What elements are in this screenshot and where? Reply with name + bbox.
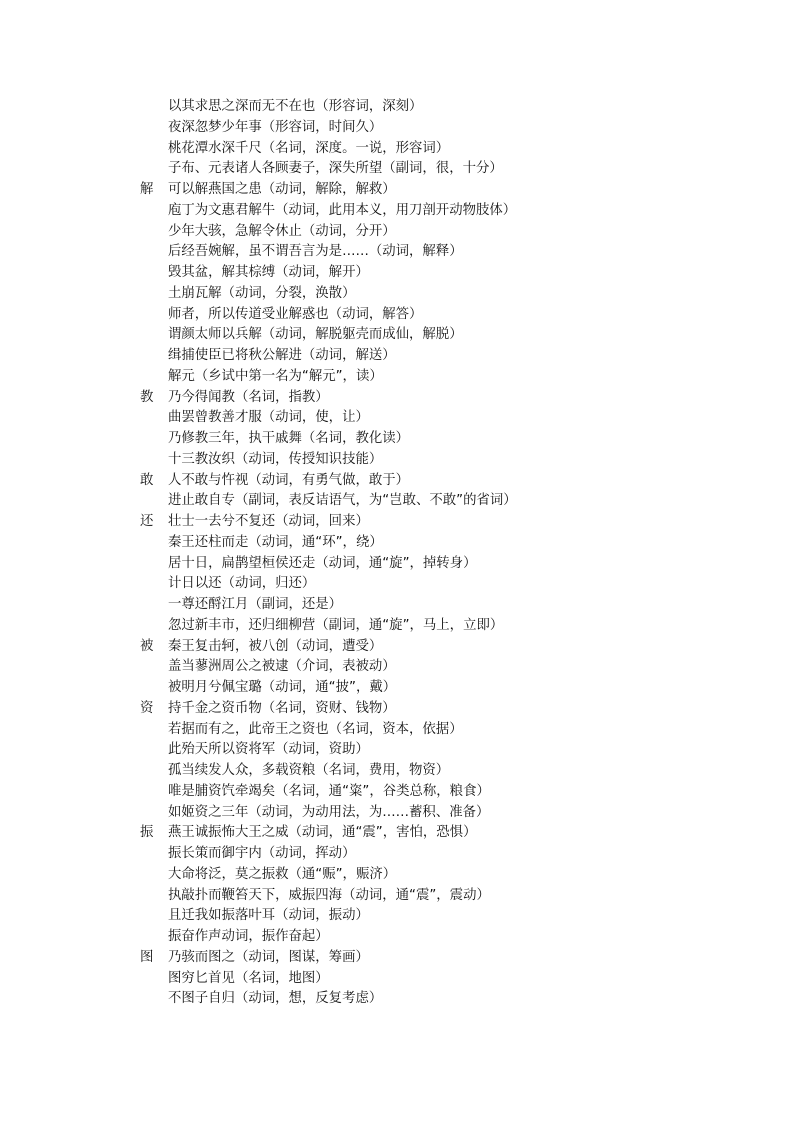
text-line [140, 408, 780, 429]
example-text: 少年大骇，急解令休止（动词，分开） [168, 223, 396, 239]
text-line [140, 969, 780, 990]
text-line [140, 118, 780, 139]
entry-list [140, 97, 780, 1010]
text-line [140, 305, 780, 326]
example-text: 被明月兮佩宝璐（动词，通“披”，戴） [168, 680, 397, 695]
example-text: 秦王复击轲，被八创（动词，遭受） [168, 638, 383, 654]
example-text: 桃花潭水深千尺（名词，深度。一说，形容词） [168, 140, 450, 156]
text-line [140, 533, 780, 554]
headword: 解 [140, 182, 154, 197]
text-line [140, 491, 780, 512]
example-text: 乃骇而图之（动词，图谋，筹画） [168, 949, 369, 965]
text-line [140, 388, 780, 409]
example-text: 乃今得闻教（名词，指教） [168, 389, 329, 405]
example-text: 缉捕使臣已将秋公解进（动词，解送） [168, 348, 396, 363]
text-line [140, 222, 780, 243]
example-text: 大命将泛，莫之振救（通“赈”，赈济） [168, 866, 397, 882]
headword: 被 [140, 638, 154, 654]
headword: 教 [140, 389, 154, 405]
example-text: 人不敢与忤视（动词，有勇气做，敢于） [168, 472, 410, 488]
text-line [140, 367, 780, 388]
example-text: 持千金之资币物（名词，资财、钱物） [168, 700, 396, 716]
text-line [140, 823, 780, 844]
text-line [140, 740, 780, 761]
text-line [140, 720, 780, 741]
text-line [140, 139, 780, 160]
text-line [140, 657, 780, 678]
example-text: 夜深忽梦少年事（形容词，时间久） [168, 119, 383, 135]
example-text: 解元（乡试中第一名为“解元”，读） [168, 368, 383, 384]
example-text: 壮士一去兮不复还（动词，回来） [168, 514, 369, 529]
headword: 图 [140, 949, 154, 965]
example-text: 振长策而御宇内（动词，挥动） [168, 846, 356, 861]
text-line [140, 159, 780, 180]
text-line [140, 284, 780, 305]
text-line [140, 761, 780, 782]
example-text: 此殆天所以资将军（动词，资助） [168, 742, 369, 758]
text-line [140, 989, 780, 1010]
example-text: 十三教汝织（动词，传授知识技能） [168, 451, 383, 467]
text-line [140, 906, 780, 927]
text-line [140, 325, 780, 346]
example-text: 若据而有之，此帝王之资也（名词，资本，依据） [168, 721, 463, 737]
headword: 还 [140, 514, 154, 529]
example-text: 秦王还柱而走（动词，通“环”，绕） [168, 534, 383, 550]
example-text: 庖丁为文惠君解牛（动词，此用本义，用刀剖开动物肢体） [168, 202, 517, 218]
text-line [140, 699, 780, 720]
text-line [140, 554, 780, 575]
text-line [140, 512, 780, 533]
example-text: 以其求思之深而无不在也（形容词，深刻） [168, 99, 423, 114]
text-line [140, 97, 780, 118]
text-line [140, 263, 780, 284]
text-line [140, 429, 780, 450]
example-text: 师者，所以传道受业解惑也（动词，解答） [168, 306, 423, 322]
text-line [140, 346, 780, 367]
text-line [140, 678, 780, 699]
example-text: 图穷匕首见（名词，地图） [168, 970, 329, 986]
text-line [140, 865, 780, 886]
example-text: 曲罢曾教善才服（动词，使，让） [168, 410, 369, 426]
example-text: 谓颜太师以兵解（动词，解脱躯壳而成仙，解脱） [168, 327, 463, 343]
example-text: 且迁我如振落叶耳（动词，振动） [168, 908, 369, 924]
text-line [140, 616, 780, 637]
example-text: 如姬资之三年（动词，为动用法，为……蓄积、准备） [168, 804, 490, 820]
example-text: 子布、元表诸人各顾妻子，深失所望（副词，很，十分） [168, 161, 503, 177]
text-line [140, 242, 780, 263]
example-text: 孤当续发人众，多载资粮（名词，费用，物资） [168, 763, 450, 778]
text-line [140, 201, 780, 222]
headword: 资 [140, 700, 154, 716]
example-text: 唯是脯资饩牵竭矣（名词，通“粢”，谷类总称，粮食） [168, 783, 490, 799]
headword: 振 [140, 825, 154, 841]
text-line [140, 844, 780, 865]
example-text: 振奋作声动词，振作奋起） [168, 929, 329, 944]
text-line [140, 948, 780, 969]
example-text: 忽过新丰市，还归细柳营（副词，通“旋”，马上，立即） [168, 617, 504, 633]
example-text: 乃修教三年，执干戚舞（名词，教化读） [168, 431, 410, 446]
example-text: 执敲扑而鞭笞天下，威振四海（动词，通“震”，震动） [168, 887, 490, 903]
example-text: 土崩瓦解（动词，分裂，涣散） [168, 285, 356, 301]
example-text: 不图子自归（动词，想，反复考虑） [168, 991, 383, 1007]
example-text: 计日以还（动词，归还） [168, 576, 316, 592]
text-line [140, 450, 780, 471]
example-text: 盖当蓼洲周公之被逮（介词，表被动） [168, 659, 396, 675]
example-text: 可以解燕国之患（动词，解除，解救） [168, 182, 396, 197]
text-line [140, 637, 780, 658]
text-line [140, 595, 780, 616]
example-text: 一尊还酹江月（副词，还是） [168, 597, 343, 612]
example-text: 后经吾婉解，虽不谓吾言为是……（动词，解释） [168, 244, 463, 260]
text-line [140, 927, 780, 948]
example-text: 燕王诚振怖大王之威（动词，通“震”，害怕，恐惧） [168, 825, 477, 841]
text-line [140, 886, 780, 907]
text-line [140, 803, 780, 824]
headword: 敢 [140, 472, 154, 488]
text-line [140, 180, 780, 201]
example-text: 进止敢自专（副词，表反诘语气，为“岂敢、不敢”的省词） [168, 493, 517, 509]
text-line [140, 574, 780, 595]
text-line [140, 471, 780, 492]
example-text: 毁其盆，解其棕缚（动词，解开） [168, 265, 369, 280]
example-text: 居十日，扁鹊望桓侯还走（动词，通“旋”，掉转身） [168, 555, 477, 571]
text-line [140, 782, 780, 803]
